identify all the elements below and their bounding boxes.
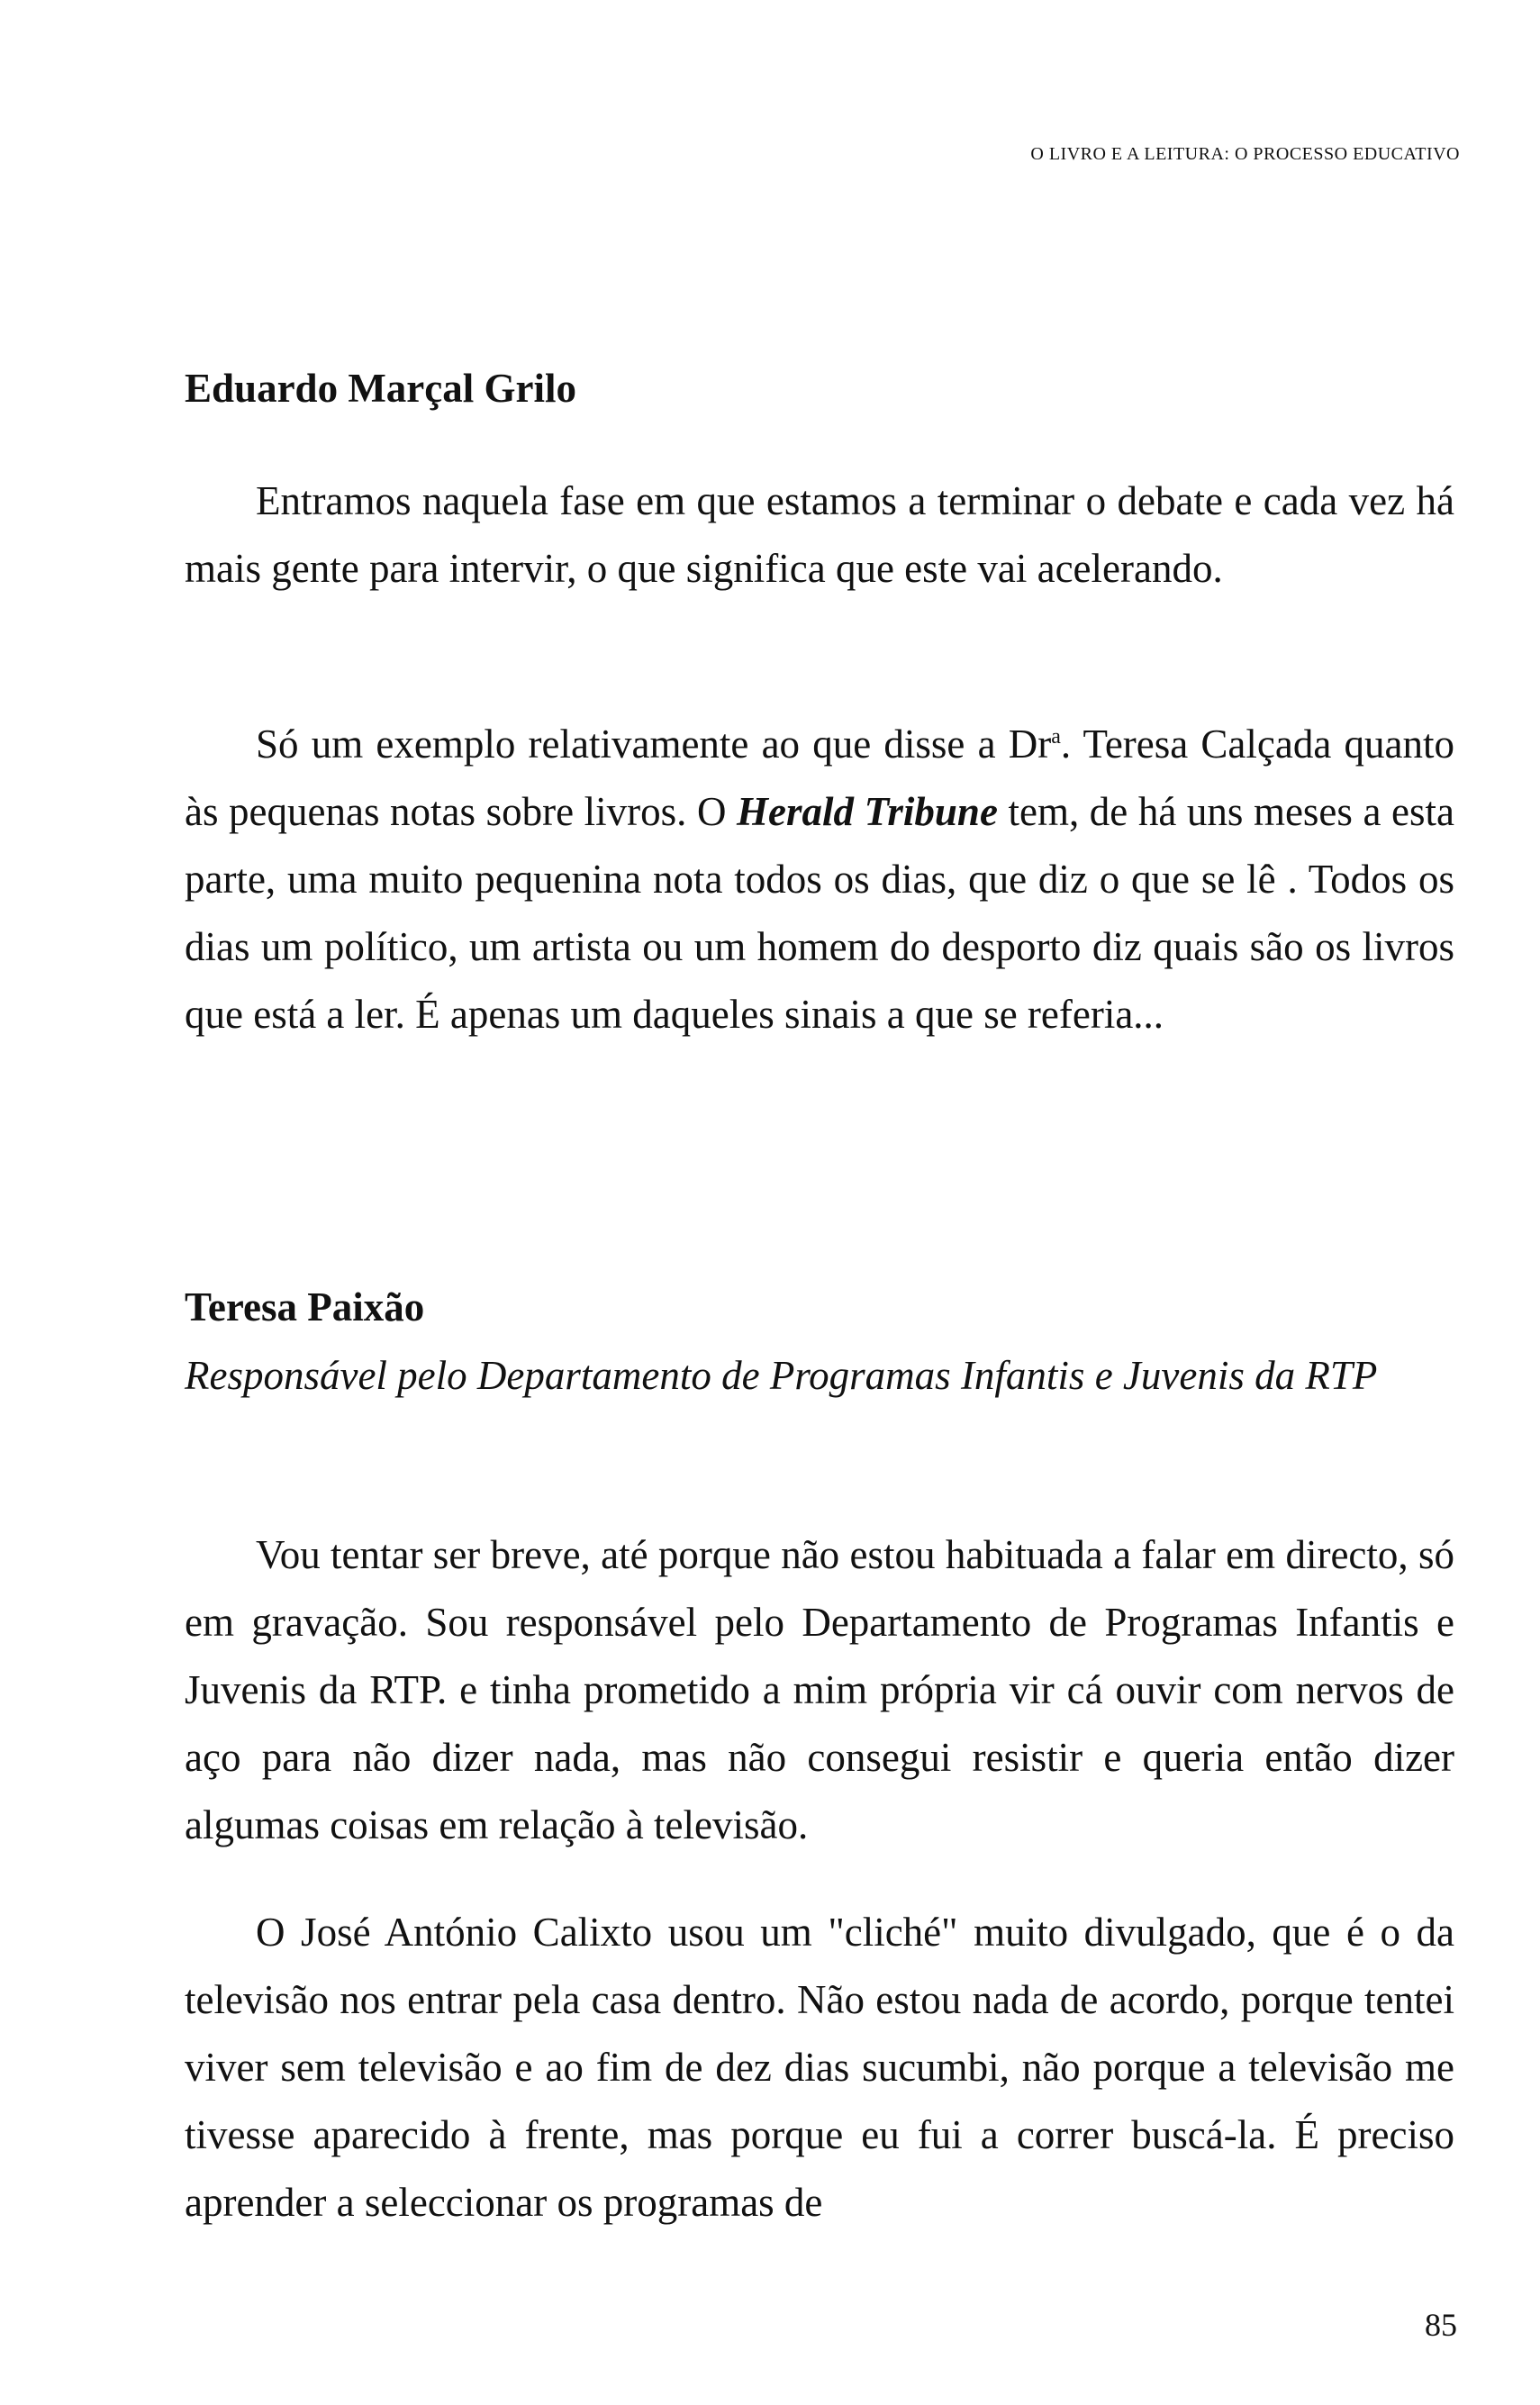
paragraph-text: O José António Calixto usou um "cliché" muito divulgado, que é o da televisão nos entrar pela casa dentro. Não estou nada de acordo, porque tentei viver sem televisão e ao fim de dez dias sucumbi, não porque a televisão me tivesse aparecido à frente, mas porque eu fui a correr buscá-la. É preciso aprender a seleccionar os programas de (185, 1910, 1454, 2225)
speaker-heading (185, 1284, 1454, 1330)
emphasized-title: Herald Tribune (737, 789, 998, 834)
speaker-heading (185, 365, 1454, 412)
running-header: O LIVRO E A LEITURA: O PROCESSO EDUCATIVO (1030, 144, 1460, 164)
paragraph-text (185, 711, 1454, 1048)
page-number: 85 (1425, 2307, 1457, 2343)
affiliation-text: Responsável pelo Departamento de Programas Infantis e Juvenis da RTP (185, 1353, 1378, 1398)
paragraph (185, 1521, 1454, 1859)
text-run: tem, de há uns meses a esta parte, uma muito pequenina nota todos os dias, que diz o que se lê . Todos os dias um político, um artista ou um homem do desporto diz quais são os livros que está a ler. É apenas um daqueles sinais a que se referia... (185, 789, 1454, 1037)
text-run: Só um exemplo relativamente ao que disse a Dr (256, 722, 1052, 767)
paragraph (185, 1899, 1454, 2237)
speaker-name: Teresa Paixão (185, 1284, 425, 1330)
paragraph (185, 711, 1454, 1048)
speaker-name: Eduardo Marçal Grilo (185, 366, 576, 411)
superscript: a (1051, 725, 1061, 749)
text-run: . Teresa Calçada quanto às pequenas notas sobre livros. O (185, 722, 1454, 834)
paragraph-text: Vou tentar ser breve, até porque não estou habituada a falar em directo, só em gravação. Sou responsável pelo Departamento de Programas Infantis e Juvenis da RTP. e tinha prometido a mim própria vir cá ouvir com nervos de aço para não dizer nada, mas não consegui resistir e queria então dizer algumas coisas em relação à televisão. (185, 1532, 1454, 1847)
paragraph (185, 467, 1454, 603)
paragraph-text: Entramos naquela fase em que estamos a terminar o debate e cada vez há mais gente para intervir, o que significa que este vai acelerando. (185, 478, 1454, 591)
speaker-affiliation (185, 1341, 1454, 1410)
